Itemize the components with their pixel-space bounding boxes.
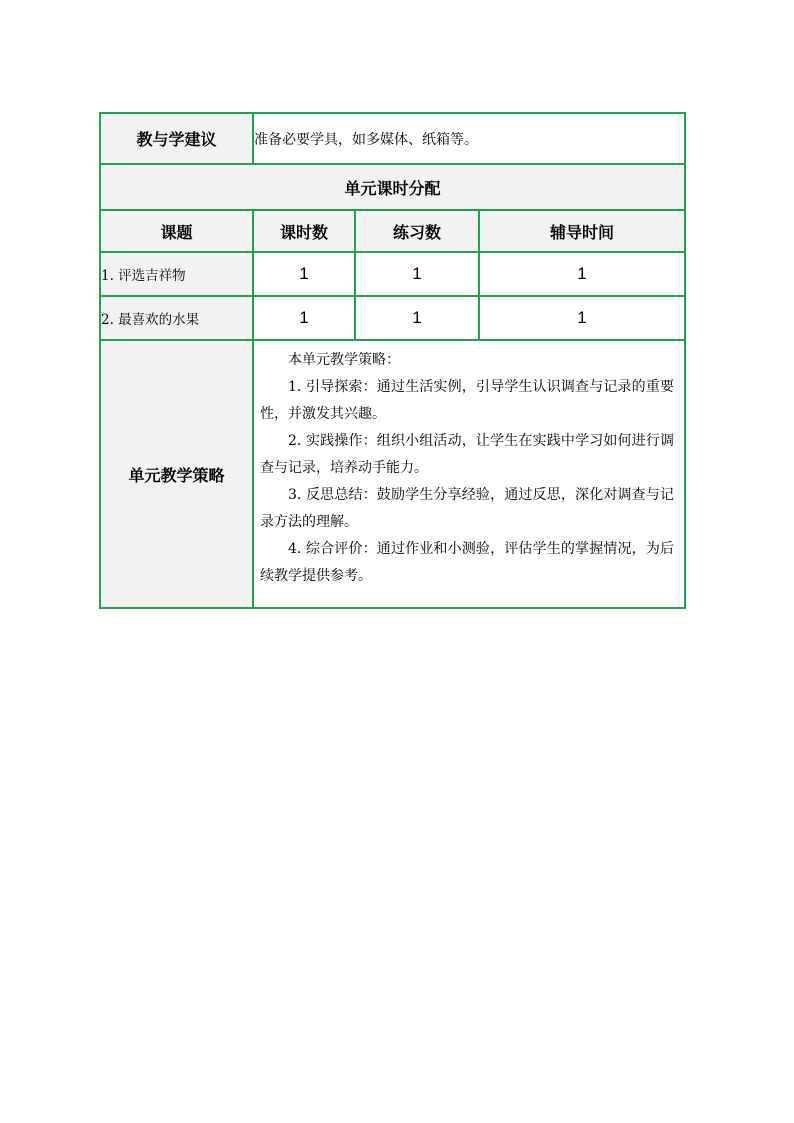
- advice-row: [100, 113, 685, 164]
- unit-plan-table: [99, 112, 686, 609]
- topic-cell: 1. 评选吉祥物: [100, 252, 253, 296]
- strategy-item: 1. 引导探索：通过生活实例，引导学生认识调查与记录的重要性，并激发其兴趣。: [260, 379, 675, 422]
- strategy-item: 2. 实践操作：组织小组活动，让学生在实践中学习如何进行调查与记录，培养动手能力。: [260, 433, 675, 476]
- strategy-content: [253, 340, 685, 608]
- tutoring-cell: 1: [479, 296, 685, 340]
- hours-cell: 1: [253, 296, 355, 340]
- hours-cell: 1: [253, 252, 355, 296]
- advice-label: 教与学建议: [100, 113, 253, 164]
- table-row: [100, 252, 685, 296]
- strategy-row: [100, 340, 685, 608]
- strategy-item: 3. 反思总结：鼓励学生分享经验，通过反思，深化对调查与记录方法的理解。: [260, 487, 675, 530]
- allocation-title-row: [100, 164, 685, 210]
- topic-cell: 2. 最喜欢的水果: [100, 296, 253, 340]
- header-exercises: 练习数: [355, 210, 479, 252]
- header-topic: 课题: [100, 210, 253, 252]
- exercises-cell: 1: [355, 252, 479, 296]
- header-hours: 课时数: [253, 210, 355, 252]
- header-tutoring: 辅导时间: [479, 210, 685, 252]
- allocation-title: 单元课时分配: [100, 164, 685, 210]
- allocation-header-row: [100, 210, 685, 252]
- advice-text: 准备必要学具，如多媒体、纸箱等。: [253, 113, 685, 164]
- tutoring-cell: 1: [479, 252, 685, 296]
- strategy-item: 4. 综合评价：通过作业和小测验，评估学生的掌握情况，为后续教学提供参考。: [260, 541, 675, 584]
- strategy-label: 单元教学策略: [100, 340, 253, 608]
- exercises-cell: 1: [355, 296, 479, 340]
- table-row: [100, 296, 685, 340]
- strategy-intro: 本单元教学策略：: [288, 352, 400, 368]
